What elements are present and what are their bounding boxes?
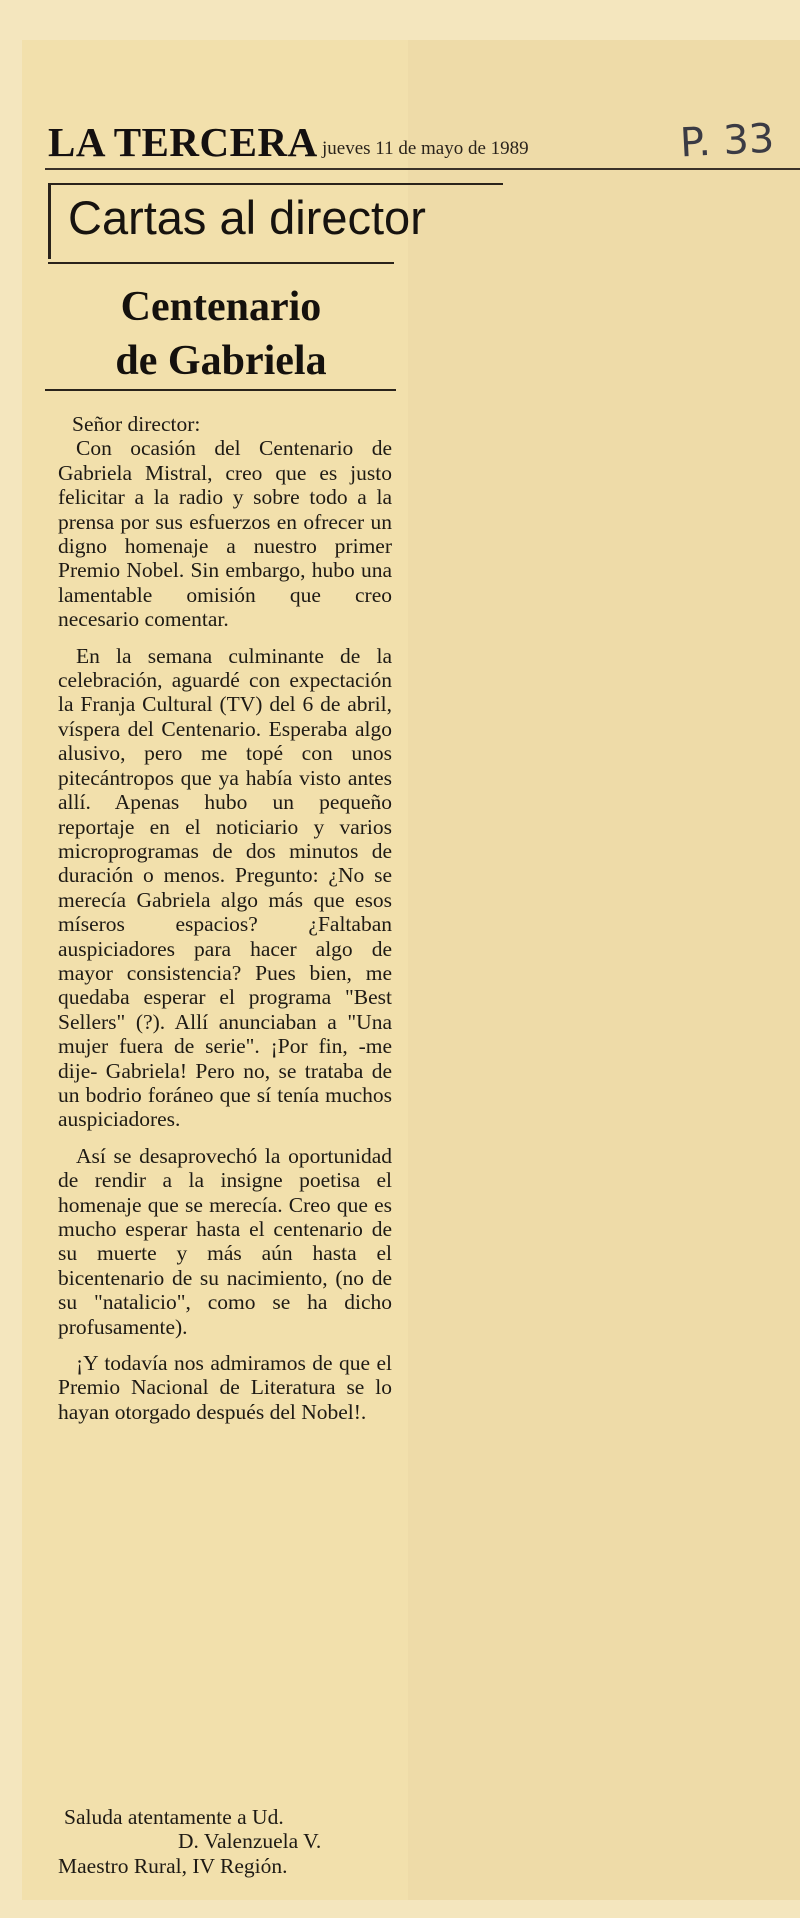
section-title: Cartas al director [68,191,426,244]
letter-paragraph: Así se desaprovechó la oportunidad de rendir a la insigne poetisa el homenaje que se merecía. Creo que es mucho esperar hasta el centenario de su muerte y más aún hasta el bicentenario de su nacimiento, (no de su "natalicio", como se ha dicho profusamente). [58,1143,392,1339]
letter-paragraph: ¡Y todavía nos admiramos de que el Premio Nacional de Literatura se lo hayan otorgado después del Nobel!. [58,1351,392,1424]
letter-salutation: Señor director: [72,412,201,436]
article-headline [48,280,394,388]
letter-author: D. Valenzuela V. [178,1829,322,1854]
headline-line-2: de Gabriela [115,338,327,384]
letter-closing: Saluda atentamente a Ud. [64,1805,284,1829]
letter-paragraph: En la semana culminante de la celebración, aguardé con expectación la Franja Cultural (TV) del 6 de abril, víspera del Centenario. Esperaba algo alusivo, pero me topé con unos pitecántropos que ya había visto antes allí. Apenas hubo un pequeño reportaje en el noticiario y varios microprogramas de dos minutos de duración o menos. Pregunto: ¿No se merecía Gabriela algo más que esos míseros espacios? ¿Faltaban auspiciadores para hacer algo de mayor consistencia? Pues bien, me quedaba esperar el programa "Best Sellers" (?). Allí anunciaban a "Una mujer fuera de serie". ¡Por fin, -me dije- Gabriela! Pero no, se trataba de un bodrio foráneo que sí tenía muchos auspiciadores. [58,643,392,1132]
letter-paragraph: Con ocasión del Centenario de Gabriela Mistral, creo que es justo felicitar a la radio y sobre todo a la prensa por sus esfuerzos en ofrecer un digno homenaje a nuestro primer Premio Nobel. Sin embargo, hubo una lamentable omisión que creo necesario comentar. [58,436,392,632]
masthead-rule [45,168,800,170]
letter-body [58,412,392,1424]
publication-date: jueves 11 de mayo de 1989 [322,138,529,159]
section-rule [48,262,394,264]
letter-signoff [58,1805,392,1878]
headline-rule [45,389,396,391]
newspaper-masthead: LA TERCERA [48,119,318,165]
letter-author-title: Maestro Rural, IV Región. [58,1853,288,1878]
handwritten-page-note: P. 33 [678,115,776,167]
headline-line-1: Centenario [120,284,322,330]
